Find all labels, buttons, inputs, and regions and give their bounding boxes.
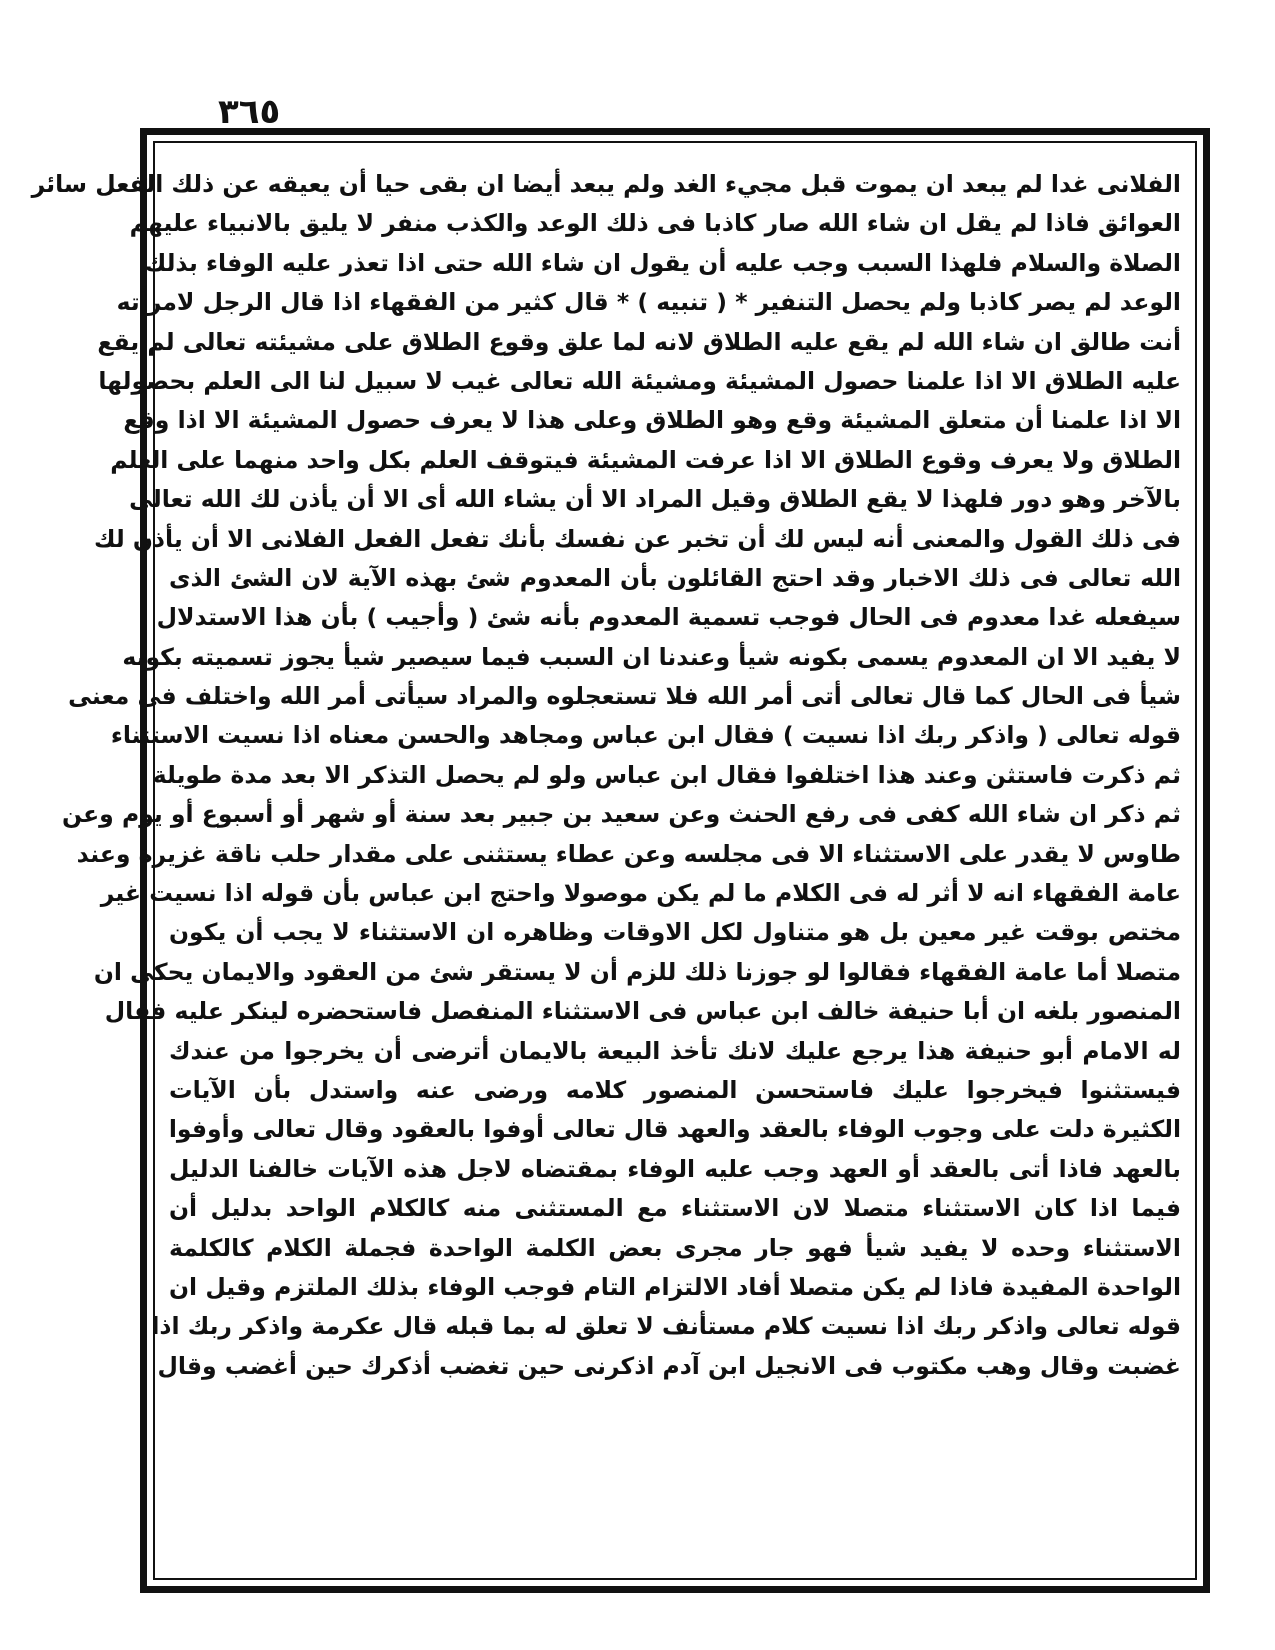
text-body — [31, 165, 1181, 1562]
text-line: الفلانى غدا لم يبعد ان يموت قبل مجيء الغد ولم يبعد أيضا ان بقى حيا أن يعيقه عن ذلك الفعل سائر — [31, 170, 1181, 198]
text-line: فيستثنوا فيخرجوا عليك فاستحسن المنصور كلامه ورضى عنه واستدل بأن الآيات — [169, 1075, 1181, 1104]
text-line: سيفعله غدا معدوم فى الحال فوجب تسمية المعدوم بأنه شئ ( وأجيب ) بأن هذا الاستدلال — [156, 603, 1181, 632]
text-line: الاستثناء وحده لا يفيد شيأ فهو جار مجرى بعض الكلمة الواحدة فجملة الكلام كالكلمة — [169, 1233, 1181, 1262]
page-number: ٣٦٥ — [218, 92, 281, 132]
text-line: بالآخر وهو دور فلهذا لا يقع الطلاق وقيل المراد الا أن يشاء الله أى الا أن يأذن لك الله تعالى — [129, 485, 1181, 514]
text-line: الله تعالى فى ذلك الاخبار وقد احتج القائلون بأن المعدوم شئ بهذه الآية لان الشئ الذى — [169, 563, 1181, 592]
text-line: الكثيرة دلت على وجوب الوفاء بالعقد والعهد قال تعالى أوفوا بالعقود وقال تعالى وأوفوا — [168, 1115, 1181, 1144]
page-border-inner — [31, 141, 1197, 1580]
text-line: غضبت وقال وهب مكتوب فى الانجيل ابن آدم اذكرنى حين تغضب أذكرك حين أغضب وقال — [157, 1351, 1181, 1380]
text-line: قوله تعالى ( واذكر ربك اذا نسيت ) فقال ابن عباس ومجاهد والحسن معناه اذا نسيت الاستثناء — [110, 721, 1181, 750]
text-line: عليه الطلاق الا اذا علمنا حصول المشيئة ومشيئة الله تعالى غيب لا سبيل لنا الى العلم بحصولها — [98, 366, 1181, 395]
text-line: قوله تعالى واذكر ربك اذا نسيت كلام مستأنف لا تعلق له بما قبله قال عكرمة واذكر ربك اذا — [151, 1312, 1181, 1341]
text-line: لا يفيد الا ان المعدوم يسمى بكونه شيأ وعندنا ان السبب فيما سيصير شيأ يجوز تسميته بكونه — [122, 642, 1181, 671]
text-line: فى ذلك القول والمعنى أنه ليس لك أن تخبر عن نفسك بأنك تفعل الفعل الفلانى الا أن يأذن لك — [93, 524, 1181, 553]
text-line: العوائق فاذا لم يقل ان شاء الله صار كاذبا فى ذلك الوعد والكذب منفر لا يليق بالانبياء عليهم — [129, 209, 1181, 238]
text-line: ثم ذكر ان شاء الله كفى فى رفع الحنث وعن سعيد بن جبير بعد سنة أو شهر أو أسبوع أو يوم وعن — [61, 800, 1181, 829]
text-line: متصلا أما عامة الفقهاء فقالوا لو جوزنا ذلك للزم أن لا يستقر شئ من العقود والايمان يحكى ان — [93, 957, 1181, 986]
text-line: الوعد لم يصر كاذبا ولم يحصل التنفير * ( تنبيه ) * قال كثير من الفقهاء اذا قال الرجل لامرأته — [116, 288, 1181, 317]
text-line: له الامام أبو حنيفة هذا يرجع عليك لانك تأخذ البيعة بالايمان أترضى أن يخرجوا من عندك — [169, 1036, 1181, 1065]
text-line: عامة الفقهاء انه لا أثر له فى الكلام ما لم يكن موصولا واحتج ابن عباس بأن قوله اذا نسيت غير — [100, 879, 1181, 908]
text-line: بالعهد فاذا أتى بالعقد أو العهد وجب عليه الوفاء بمقتضاه لاجل هذه الآيات خالفنا الدليل — [169, 1154, 1181, 1183]
text-line: مختص بوقت غير معين بل هو متناول لكل الاوقات وظاهره ان الاستثناء لا يجب أن يكون — [169, 918, 1181, 947]
text-line: الطلاق ولا يعرف وقوع الطلاق الا اذا عرفت المشيئة فيتوقف العلم بكل واحد منهما على العلم — [110, 445, 1181, 474]
text-line: أنت طالق ان شاء الله لم يقع عليه الطلاق لانه لما علق وقوع الطلاق على مشيئته تعالى لم يقع — [97, 327, 1181, 356]
page-border — [31, 128, 1210, 1593]
text-line: طاوس لا يقدر على الاستثناء الا فى مجلسه وعن عطاء يستثنى على مقدار حلب ناقة غزيرة وعند — [76, 839, 1181, 868]
text-line: فيما اذا كان الاستثناء متصلا لان الاستثناء مع المستثنى منه كالكلام الواحد بدليل أن — [169, 1194, 1181, 1223]
text-line: الصلاة والسلام فلهذا السبب وجب عليه أن يقول ان شاء الله حتى اذا تعذر عليه الوفاء بذلك — [144, 248, 1181, 277]
text-line: المنصور بلغه ان أبا حنيفة خالف ابن عباس فى الاستثناء المنفصل فاستحضره لينكر عليه فقال — [104, 997, 1181, 1026]
text-line: الواحدة المفيدة فاذا لم يكن متصلا أفاد الالتزام التام فوجب الوفاء بذلك الملتزم وقيل ان — [169, 1272, 1181, 1301]
text-line: شيأ فى الحال كما قال تعالى أتى أمر الله فلا تستعجلوه والمراد سيأتى أمر الله واختلف فى معنى — [68, 682, 1181, 711]
text-line: ثم ذكرت فاستثن وعند هذا اختلفوا فقال ابن عباس ولو لم يحصل التذكر الا بعد مدة طويلة — [152, 760, 1181, 789]
text-line: الا اذا علمنا أن متعلق المشيئة وقع وهو الطلاق وعلى هذا لا يعرف حصول المشيئة الا اذا وقع — [123, 406, 1181, 435]
